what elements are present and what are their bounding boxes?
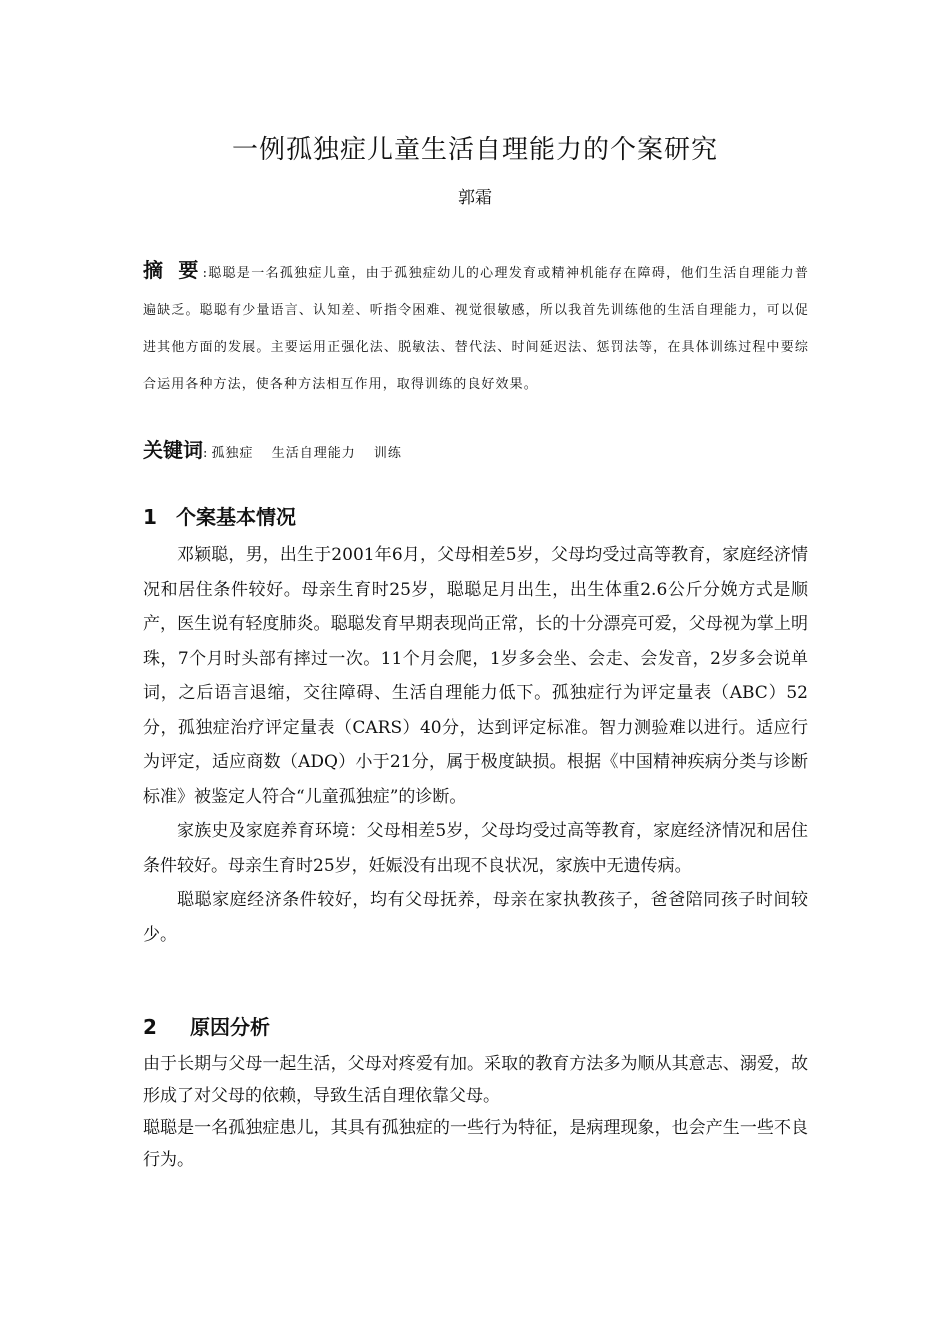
abstract-label: 摘 要 <box>143 258 203 282</box>
paragraph: 家族史及家庭养育环境：父母相差5岁，父母均受过高等教育，家庭经济情况和居住条件较好。母亲生育时25岁，妊娠没有出现不良状况，家族中无遗传病。 <box>143 821 808 876</box>
keywords-colon: : <box>203 446 208 461</box>
paragraph: 聪聪家庭经济条件较好，均有父母抚养，母亲在家执教孩子，爸爸陪同孩子时间较少。 <box>143 890 808 945</box>
keywords-block <box>143 436 416 468</box>
abstract-colon: : <box>202 266 209 281</box>
abstract-block <box>143 252 809 403</box>
section-number: 2 <box>143 1015 157 1039</box>
abstract-text: 聪聪是一名孤独症儿童，由于孤独症幼儿的心理发育或精神机能存在障碍，他们生活自理能力普遍缺乏。聪聪有少量语言、认知差、听指令困难、视觉很敏感，所以我首先训练他的生活自理能力，可以促进其他方面的发展。主要运用正强化法、脱敏法、替代法、时间延迟法、惩罚法等，在具体训练过程中要综合运用各种方法，使各种方法相互作用，取得训练的良好效果。 <box>143 266 809 392</box>
section-heading <box>143 1013 270 1041</box>
paragraph: 邓颖聪，男，出生于2001年6月，父母相差5岁，父母均受过高等教育，家庭经济情况和居住条件较好。母亲生育时25岁，聪聪足月出生，出生体重2.6公斤分娩方式是顺产，医生说有轻度肺炎。聪聪发育早期表现尚正常，长的十分漂亮可爱，父母视为掌上明珠，7个月时头部有摔过一次。11个月会爬，1岁多会坐、会走、会发音，2岁多会说单词，之后语言退缩，交往障碍、生活自理能力低下。孤独症行为评定量表（ABC）52分，孤独症治疗评定量表（CARS）40分，达到评定标准。智力测验难以进行。适应行为评定，适应商数（ADQ）小于21分，属于极度缺损。根据《中国精神疾病分类与诊断标准》被鉴定人符合“儿童孤独症”的诊断。 <box>143 545 808 807</box>
section-heading <box>143 503 296 531</box>
section-number: 1 <box>143 505 157 529</box>
paragraph: 由于长期与父母一起生活，父母对疼爱有加。采取的教育方法多为顺从其意志、溺爱，故形成了对父母的依赖，导致生活自理依靠父母。 <box>143 1054 808 1106</box>
section-body <box>143 538 808 952</box>
keywords-label: 关键词 <box>143 438 203 462</box>
section-body <box>143 1048 808 1176</box>
section-title: 原因分析 <box>190 1015 270 1039</box>
keyword-item: 孤独症 <box>211 446 254 461</box>
author-name: 郭霜 <box>458 188 492 208</box>
keyword-item: 训练 <box>373 446 402 461</box>
section-title: 个案基本情况 <box>176 505 296 529</box>
keyword-item: 生活自理能力 <box>271 446 356 461</box>
paragraph: 聪聪是一名孤独症患儿，其具有孤独症的一些行为特征，是病理现象，也会产生一些不良行为。 <box>143 1118 808 1170</box>
document-title: 一例孤独症儿童生活自理能力的个案研究 <box>231 135 718 165</box>
